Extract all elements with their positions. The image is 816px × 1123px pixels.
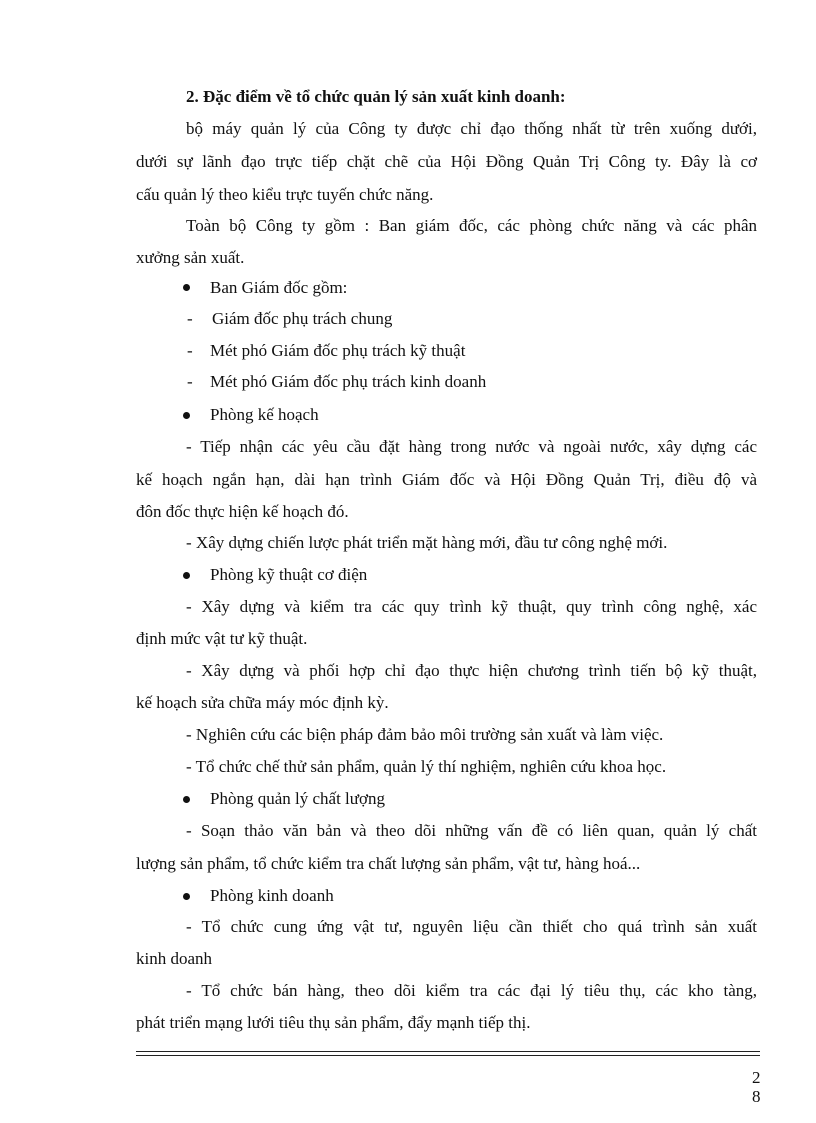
page-number-digit: 8 [752,1087,761,1106]
paragraph-line: - Tổ chức bán hàng, theo dõi kiểm tra các đại lý tiêu thụ, các kho tàng, [186,981,757,1000]
dash-marker: - [187,372,193,391]
footer-divider [136,1055,760,1056]
dash-item: Mét phó Giám đốc phụ trách kỹ thuật [210,341,466,360]
bullet-icon [183,893,190,900]
dash-marker: - [187,309,193,328]
paragraph-line: kế hoạch ngắn hạn, dài hạn trình Giám đốc và Hội Đồng Quản Trị, điều độ và [136,470,757,489]
dash-item: Mét phó Giám đốc phụ trách kinh doanh [210,372,487,391]
paragraph-line: kế hoạch sửa chữa máy móc định kỳ. [136,693,389,712]
paragraph-line: - Tiếp nhận các yêu cầu đặt hàng trong nước và ngoài nước, xây dựng các [186,437,757,456]
dash-marker: - [187,341,193,360]
page-number-digit: 2 [752,1068,761,1087]
bullet-icon [183,412,190,419]
paragraph-line: phát triển mạng lưới tiêu thụ sản phẩm, đẩy mạnh tiếp thị. [136,1013,531,1032]
dash-item: Giám đốc phụ trách chung [212,309,393,328]
paragraph-line: đôn đốc thực hiện kế hoạch đó. [136,502,349,521]
bullet-item: Ban Giám đốc gồm: [210,278,348,297]
paragraph-line: xưởng sản xuất. [136,248,245,267]
paragraph-line: - Soạn thảo văn bản và theo dõi những vấn đề có liên quan, quản lý chất [186,821,757,840]
paragraph-line: định mức vật tư kỹ thuật. [136,629,308,648]
footer-divider [136,1051,760,1052]
paragraph-line: - Xây dựng chiến lược phát triển mặt hàng mới, đầu tư công nghệ mới. [186,533,668,552]
bullet-item: Phòng kế hoạch [210,405,319,424]
bullet-item: Phòng kinh doanh [210,886,334,905]
paragraph-line: lượng sản phẩm, tổ chức kiểm tra chất lượng sản phẩm, vật tư, hàng hoá... [136,854,641,873]
paragraph-line: - Nghiên cứu các biện pháp đảm bảo môi trường sản xuất và làm việc. [186,725,664,744]
bullet-icon [183,796,190,803]
paragraph-line: cấu quản lý theo kiểu trực tuyến chức năng. [136,185,434,204]
bullet-icon [183,572,190,579]
paragraph-line: - Tổ chức chế thử sản phẩm, quản lý thí nghiệm, nghiên cứu khoa học. [186,757,667,776]
paragraph-line: - Tổ chức cung ứng vật tư, nguyên liệu cần thiết cho quá trình sản xuất [186,917,757,936]
paragraph-line: bộ máy quản lý của Công ty được chỉ đạo thống nhất từ trên xuống dưới, [186,119,757,138]
section-heading: 2. Đặc điểm về tổ chức quản lý sản xuất kinh doanh: [186,87,566,106]
bullet-icon [183,284,190,291]
bullet-item: Phòng quản lý chất lượng [210,789,385,808]
paragraph-line: - Xây dựng và kiểm tra các quy trình kỹ thuật, quy trình công nghệ, xác [186,597,757,616]
bullet-item: Phòng kỹ thuật cơ điện [210,565,368,584]
paragraph-line: kinh doanh [136,949,213,968]
paragraph-line: dưới sự lãnh đạo trực tiếp chặt chẽ của Hội Đồng Quản Trị Công ty. Đây là cơ [136,152,757,171]
paragraph-line: Toàn bộ Công ty gồm : Ban giám đốc, các phòng chức năng và các phân [186,216,757,235]
paragraph-line: - Xây dựng và phối hợp chỉ đạo thực hiện chương trình tiến bộ kỹ thuật, [186,661,757,680]
